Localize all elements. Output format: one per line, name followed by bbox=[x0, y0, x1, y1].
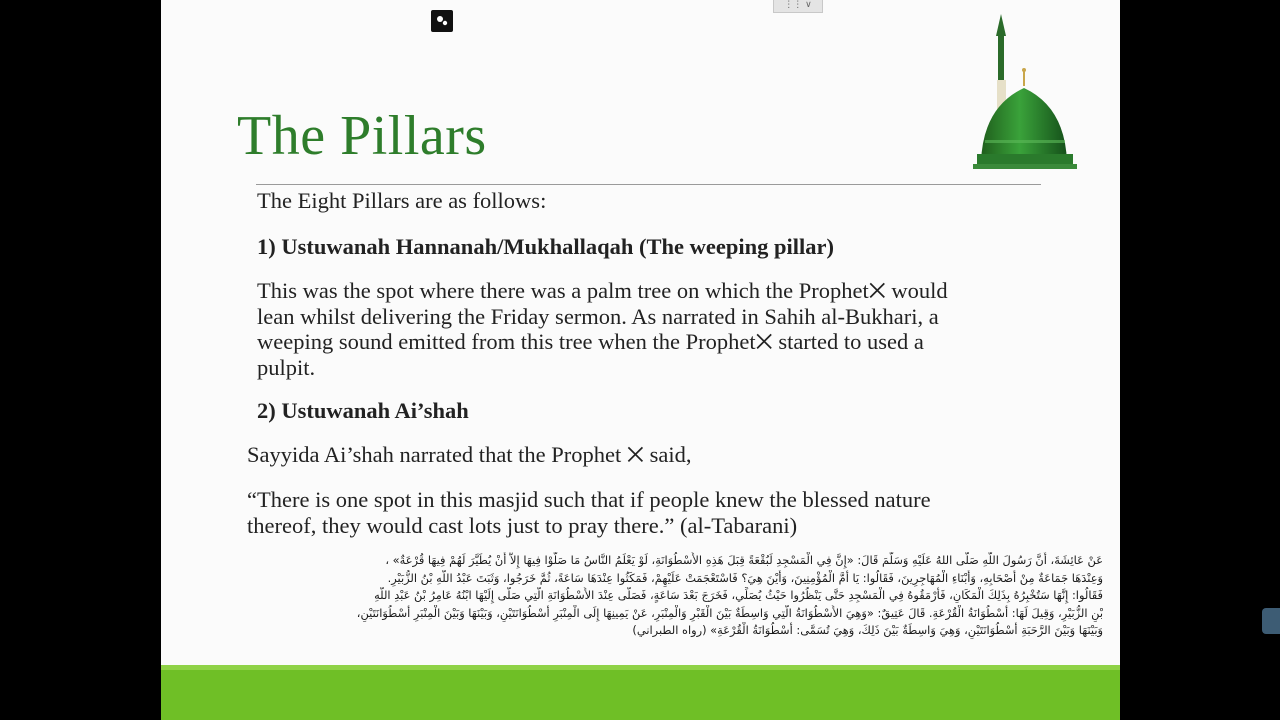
pillar1-description bbox=[257, 278, 948, 380]
hadith-quote bbox=[247, 487, 931, 538]
pillar1-line: weeping sound emitted from this tree when the Prophet྾ started to used a bbox=[257, 329, 924, 354]
green-dome-icon bbox=[969, 12, 1081, 174]
presentation-toolbar[interactable]: ⋮⋮ ∨ bbox=[773, 0, 823, 13]
pillar1-heading: 1) Ustuwanah Hannanah/Mukhallaqah (The weeping pillar) bbox=[257, 234, 835, 259]
cursor-glyph-icon bbox=[431, 10, 453, 32]
slide-footer-band bbox=[161, 665, 1120, 720]
pillar2-intro: Sayyida Ai’shah narrated that the Prophet ྾ said, bbox=[247, 442, 692, 467]
side-panel-tab[interactable] bbox=[1262, 608, 1280, 634]
arabic-line: وَبَيْنَهَا وَبَيْنَ الرَّحَبَةِ أُسْطُوَانَتَيْنِ، وَهِيَ وَاسِطَةٌ بَيْنَ ذَلِكَ، وَهِيَ تُسَمَّى: أُسْطُوَانَةُ الْقُرْعَةِ» (رواه الطبراني) bbox=[632, 623, 1103, 638]
arabic-line: عَنْ عَائِشَةَ، أَنَّ رَسُولَ اللَّهِ صَلَّى اللهُ عَلَيْهِ وَسَلَّمَ قَالَ: «إِنَّ فِي الْمَسْجِدِ لَبُقْعَةً قِبَلَ هَذِهِ الأُسْطُوَانَةِ، لَوْ يَعْلَمُ النَّاسُ مَا صَلَّوْا فِيهَا إِلاَّ أَنْ يُطَيَّرَ لَهُمْ فِيهَا قُرْعَةٌ» ، bbox=[385, 553, 1103, 567]
quote-line: thereof, they would cast lots just to pray there.” (al-Tabarani) bbox=[247, 512, 798, 538]
arabic-line: وَعِنْدَهَا جَمَاعَةٌ مِنْ أَصْحَابِهِ، وَأَبْنَاءِ الْمُهَاجِرِينَ، فَقَالُوا: يَا أُمَّ الْمُؤْمِنِينَ، وَأَيْنَ هِيَ؟ فَاسْتَعْجَمَتْ عَلَيْهِمْ، فَمَكَثُوا عِنْدَهَا سَاعَةً، ثُمَّ خَرَجُوا، وَثَبَتَ عَبْدُ اللَّهِ بْنُ الزُّبَيْرِ. bbox=[387, 570, 1103, 585]
quote-line: “There is one spot in this masjid such that if people knew the blessed nature bbox=[247, 487, 931, 512]
pillar2-heading: 2) Ustuwanah Ai’shah bbox=[257, 398, 469, 423]
presentation-slide bbox=[161, 0, 1120, 720]
arabic-line: بْنِ الزُّبَيْرِ، وَقِيلَ لَهَا: أُسْطُوَانَةُ الْقُرْعَةِ. قَالَ عَتِيقٌ: «وَهِيَ الأُسْطُوَانَةُ الَّتِي وَاسِطَةٌ بَيْنَ الْقَبْرِ وَالْمِنْبَرِ، عَنْ يَمِينِهَا إِلَى الْمِنْبَرِ أُسْطُوَانَتَيْنِ، وَبَيْنَهَا وَبَيْنَ الْمِنْبَرِ أُسْطُوَانَتَيْنِ، bbox=[356, 605, 1103, 620]
arabic-hadith-text bbox=[243, 552, 1103, 640]
cursor-settings-icon[interactable] bbox=[431, 10, 453, 32]
pillar1-line: pulpit. bbox=[257, 354, 316, 380]
slide-title: The Pillars bbox=[237, 105, 487, 167]
title-divider bbox=[256, 184, 1041, 185]
pillar1-line: This was the spot where there was a palm tree on which the Prophet྾ would bbox=[257, 278, 948, 303]
intro-text: The Eight Pillars are as follows: bbox=[257, 188, 547, 213]
arabic-line: فَقَالُوا: إِنَّهَا سَتُخْبِرُهُ بِذَلِكَ الْمَكَانِ، فَأَرْمَقُوهُ فِي الْمَسْجِدِ حَتَّى يَنْظُرُوا حَيْثُ يُصَلِّي، فَخَرَجَ بَعْدَ سَاعَةٍ، فَصَلَّى عِنْدَ الأُسْطُوَانَةِ الَّتِي صَلَّى إِلَيْهَا ابْنُهُ عَامِرُ بْنُ عَبْدِ اللَّهِ bbox=[374, 588, 1103, 603]
pillar1-line: lean whilst delivering the Friday sermon. As narrated in Sahih al-Bukhari, a bbox=[257, 303, 939, 329]
